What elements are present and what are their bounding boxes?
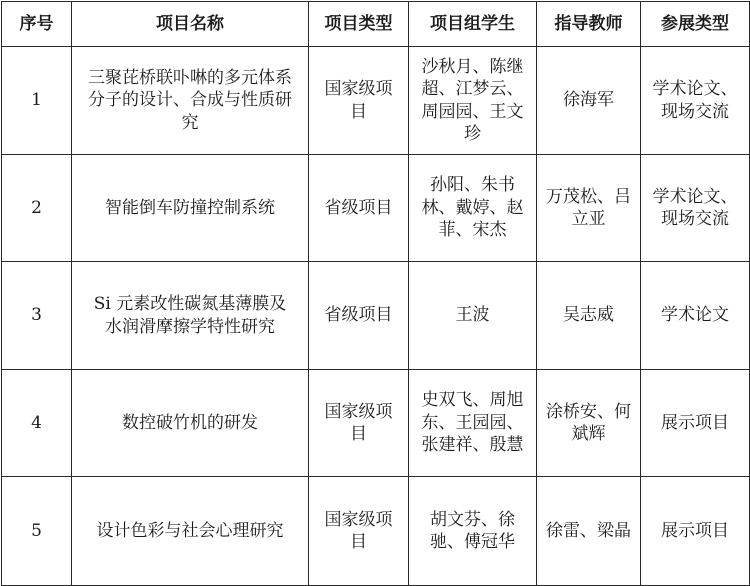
cell-project-name: Si 元素改性碳氮基薄膜及水润滑摩擦学特性研究	[72, 262, 309, 370]
cell-project-type: 国家级项目	[309, 47, 409, 155]
cell-students: 沙秋月、陈继超、江梦云、周园园、王文珍	[409, 47, 537, 155]
header-exhibit-type: 参展类型	[641, 2, 750, 47]
cell-number: 1	[2, 47, 72, 155]
cell-students: 孙阳、朱书林、戴婷、赵菲、宋杰	[409, 155, 537, 262]
header-teachers: 指导教师	[537, 2, 641, 47]
cell-number: 4	[2, 370, 72, 477]
cell-project-name: 数控破竹机的研发	[72, 370, 309, 477]
cell-students: 王波	[409, 262, 537, 370]
cell-number: 2	[2, 155, 72, 262]
cell-teachers: 万茂松、吕立亚	[537, 155, 641, 262]
cell-project-name: 智能倒车防撞控制系统	[72, 155, 309, 262]
cell-project-type: 省级项目	[309, 262, 409, 370]
table-row	[2, 47, 750, 155]
table-row	[2, 155, 750, 262]
project-table	[1, 1, 750, 586]
cell-project-name: 设计色彩与社会心理研究	[72, 477, 309, 586]
cell-exhibit-type: 学术论文、现场交流	[641, 47, 750, 155]
cell-project-type: 国家级项目	[309, 477, 409, 586]
header-students: 项目组学生	[409, 2, 537, 47]
cell-exhibit-type: 展示项目	[641, 370, 750, 477]
table-row	[2, 262, 750, 370]
cell-exhibit-type: 展示项目	[641, 477, 750, 586]
cell-project-name: 三聚芘桥联卟啉的多元体系分子的设计、合成与性质研究	[72, 47, 309, 155]
header-project-type: 项目类型	[309, 2, 409, 47]
cell-teachers: 徐海军	[537, 47, 641, 155]
cell-exhibit-type: 学术论文	[641, 262, 750, 370]
cell-teachers: 涂桥安、何斌辉	[537, 370, 641, 477]
cell-students: 胡文芬、徐驰、傅冠华	[409, 477, 537, 586]
table-row	[2, 477, 750, 586]
cell-project-type: 省级项目	[309, 155, 409, 262]
table-row	[2, 370, 750, 477]
table-header-row	[2, 2, 750, 47]
cell-exhibit-type: 学术论文、现场交流	[641, 155, 750, 262]
cell-number: 5	[2, 477, 72, 586]
header-project-name: 项目名称	[72, 2, 309, 47]
cell-teachers: 徐雷、梁晶	[537, 477, 641, 586]
cell-number: 3	[2, 262, 72, 370]
cell-project-type: 国家级项目	[309, 370, 409, 477]
header-number: 序号	[2, 2, 72, 47]
cell-students: 史双飞、周旭东、王园园、张建祥、殷慧	[409, 370, 537, 477]
document-page	[0, 1, 750, 567]
cell-teachers: 吴志威	[537, 262, 641, 370]
